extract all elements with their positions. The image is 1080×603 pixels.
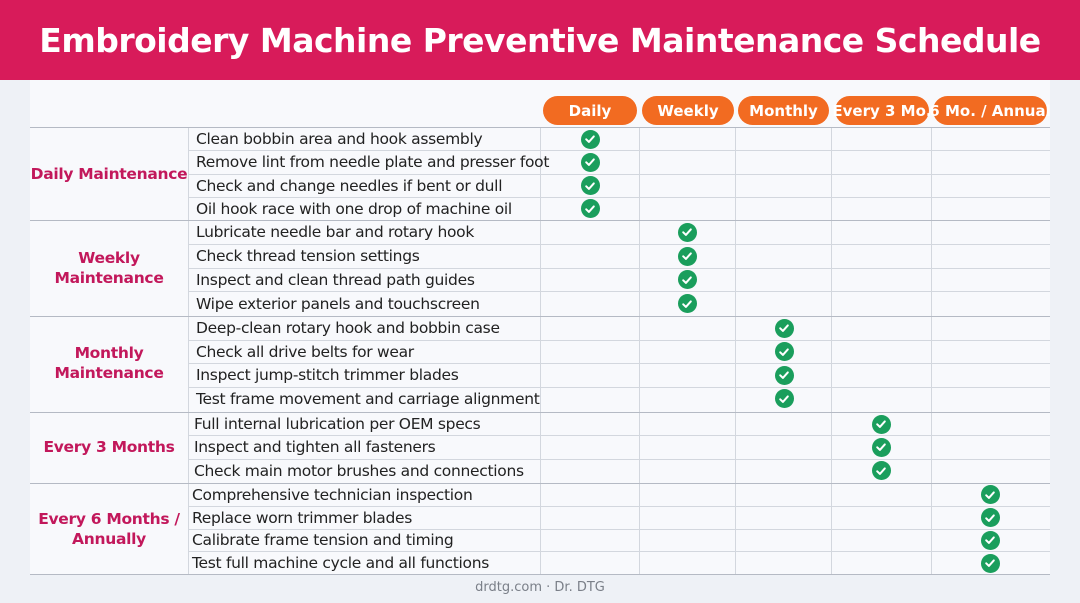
check-icon — [775, 319, 794, 338]
task-label: Test full machine cycle and all functions — [192, 554, 490, 573]
group-label-text: Monthly Maintenance — [54, 344, 164, 382]
group-label — [30, 412, 188, 482]
task-label: Replace worn trimmer blades — [192, 508, 413, 527]
column-divider — [639, 127, 640, 574]
footer-credit: drdtg.com · Dr. DTG — [475, 580, 605, 595]
task-label: Remove lint from needle plate and presser foot — [196, 153, 550, 172]
group-label-text: Every 3 Months — [43, 437, 175, 456]
group-label-text: Every 6 Months / Annually — [38, 509, 180, 548]
check-icon — [581, 199, 600, 218]
check-icon — [678, 223, 697, 242]
check-icon — [678, 294, 697, 313]
check-icon — [981, 508, 1000, 527]
column-header-3: Every 3 Mo. — [835, 96, 929, 125]
check-icon — [581, 176, 600, 195]
task-label: Deep-clean rotary hook and bobbin case — [196, 319, 500, 338]
table-bottom-border — [30, 574, 1050, 575]
task-label: Check thread tension settings — [196, 247, 420, 266]
column-header-4: 6 Mo. / Annual — [933, 96, 1047, 125]
column-header-0: Daily — [543, 96, 637, 125]
group-label — [30, 127, 188, 220]
check-icon — [872, 461, 891, 480]
check-icon — [581, 130, 600, 149]
task-label: Check and change needles if bent or dull — [196, 176, 503, 195]
task-label: Check main motor brushes and connections — [194, 461, 524, 480]
task-label: Wipe exterior panels and touchscreen — [196, 294, 480, 313]
task-label: Check all drive belts for wear — [196, 342, 414, 361]
column-divider — [931, 127, 932, 574]
column-divider — [831, 127, 832, 574]
check-icon — [981, 554, 1000, 573]
column-divider — [735, 127, 736, 574]
page-title: Embroidery Machine Preventive Maintenance Schedule — [39, 20, 1041, 60]
task-label: Inspect and clean thread path guides — [196, 270, 475, 289]
group-label — [30, 220, 188, 315]
task-label: Full internal lubrication per OEM specs — [194, 415, 481, 434]
task-label: Inspect jump-stitch trimmer blades — [196, 366, 459, 385]
check-icon — [678, 270, 697, 289]
task-label: Calibrate frame tension and timing — [192, 531, 454, 550]
label-divider — [188, 127, 189, 574]
column-divider — [540, 127, 541, 574]
check-icon — [581, 153, 600, 172]
check-icon — [981, 531, 1000, 550]
group-label-text: Daily Maintenance — [30, 164, 188, 183]
check-icon — [872, 438, 891, 457]
check-icon — [872, 415, 891, 434]
column-header-2: Monthly — [738, 96, 829, 125]
check-icon — [775, 342, 794, 361]
group-label — [30, 316, 188, 410]
check-icon — [678, 247, 697, 266]
task-label: Clean bobbin area and hook assembly — [196, 130, 483, 149]
task-label: Oil hook race with one drop of machine oil — [196, 199, 512, 218]
task-label: Test frame movement and carriage alignment — [196, 389, 540, 408]
check-icon — [981, 485, 1000, 504]
check-icon — [775, 366, 794, 385]
group-label-text: Weekly Maintenance — [54, 248, 164, 287]
group-label — [30, 483, 188, 574]
column-header-1: Weekly — [642, 96, 734, 125]
task-label: Inspect and tighten all fasteners — [194, 438, 436, 457]
check-icon — [775, 389, 794, 408]
task-label: Lubricate needle bar and rotary hook — [196, 223, 475, 242]
title-bar — [0, 0, 1080, 80]
task-label: Comprehensive technician inspection — [192, 485, 473, 504]
